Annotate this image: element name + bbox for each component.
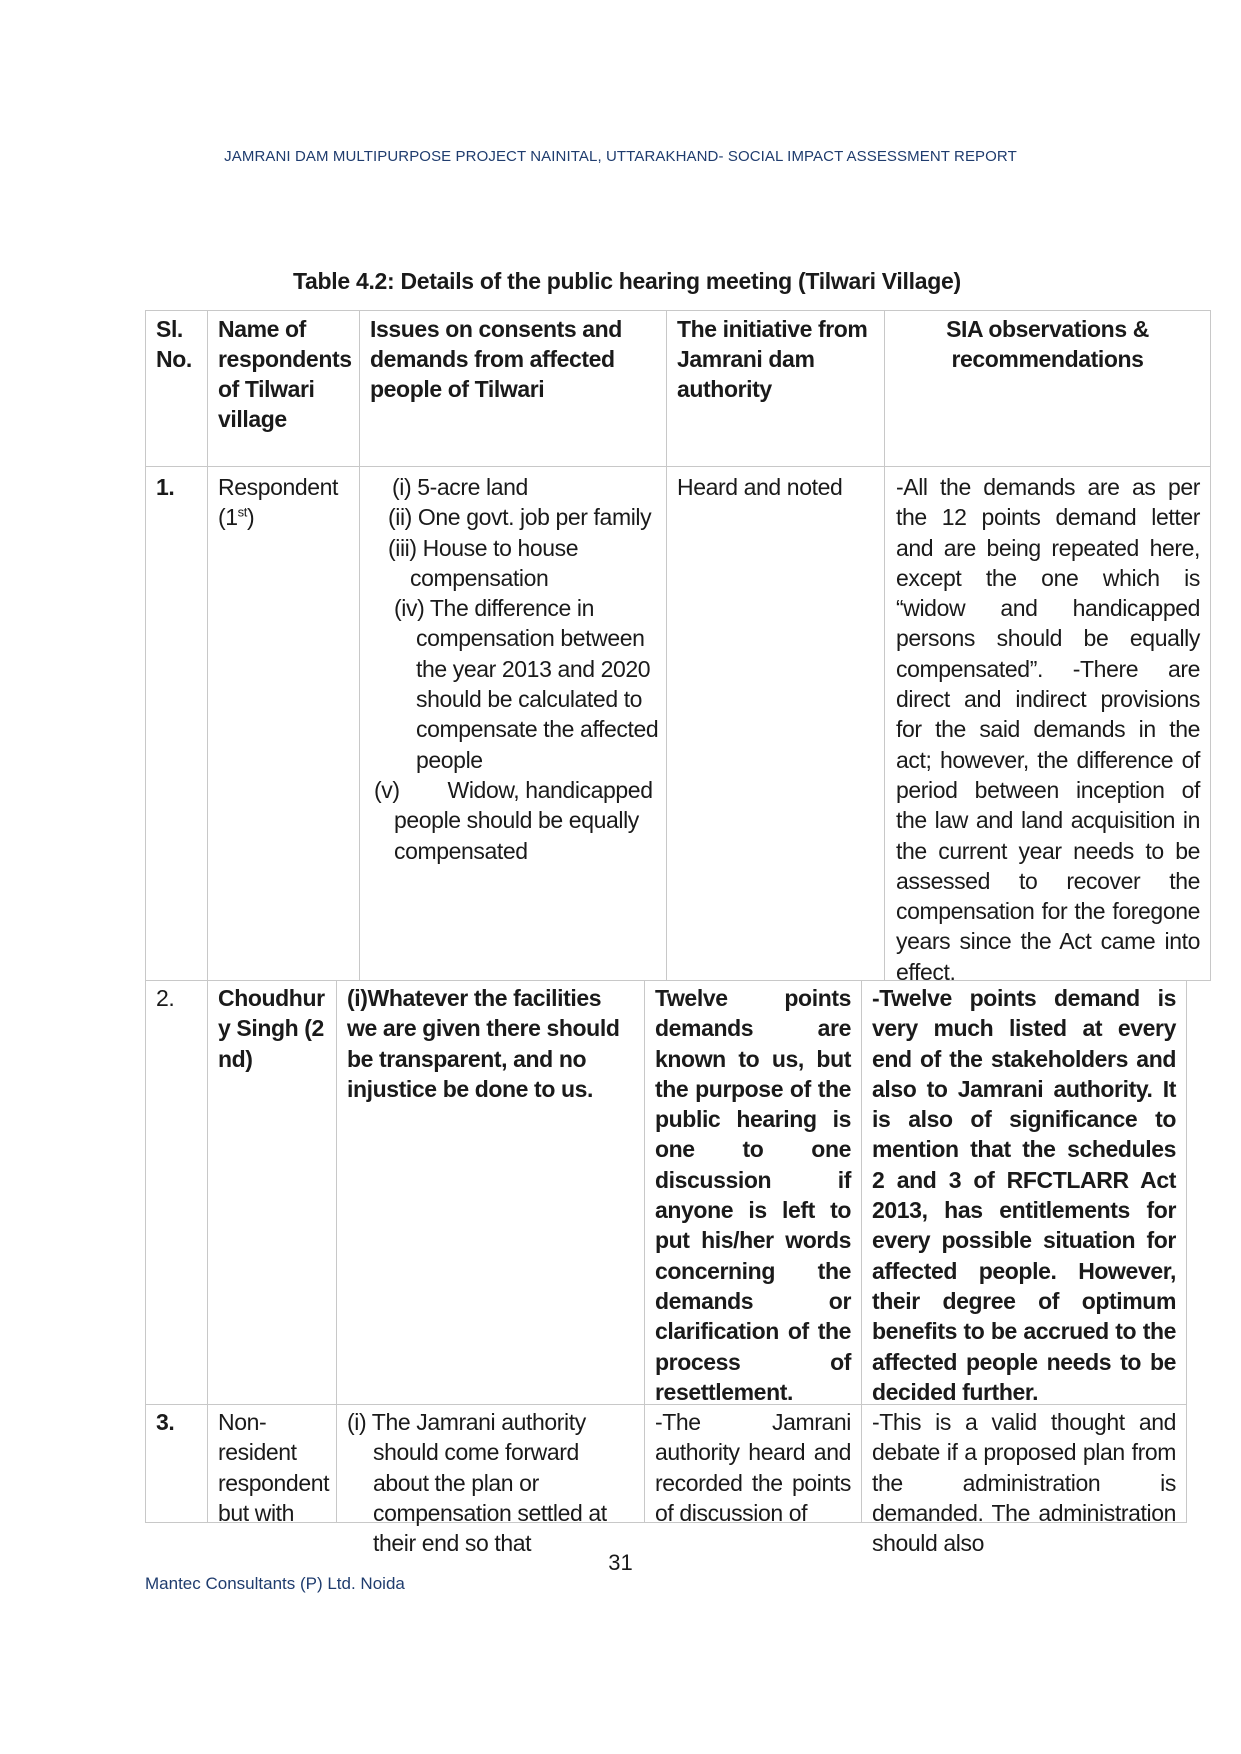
col-header-sl-text: Sl. No. [156,316,192,372]
row1-issue-1: (i) 5-acre land [392,474,528,500]
row1-issue-5: (v) Widow, handicapped people should be equally compensated [374,776,659,864]
row2-initiative [644,980,862,1405]
row3-sia-text: -This is a valid thought and debate if a proposed plan from the administration is demanded. The administration should also [872,1409,1176,1557]
page-number: 31 [608,1550,633,1575]
row2-name [207,980,337,1405]
col-header-sl [145,310,208,467]
row1-issue-4: (iv) The difference in compensation between the year 2013 and 2020 should be calculated to compensate the affected people [394,595,659,773]
col-header-sia-text: SIA observations & recommendations [946,316,1149,372]
row2-sl [145,980,208,1405]
row3-sl [145,1404,208,1523]
company-footer: Mantec Consultants (P) Ltd. Noida [145,1574,405,1593]
row1-name-post: ) [246,504,255,531]
row2-issues-text: (i)Whatever the facilities we are given there should be transparent, and no injustice be done to us. [347,985,620,1102]
row3-name [207,1404,337,1526]
row2-sia-text: -Twelve points demand is very much listed at every end of the stakeholders and also to Jamrani authority. It is also of significance to mention that the schedules 2 and 3 of RFCTLARR Act 2013, has entitlements for every possible situation for affected people. However, their degree of optimum benefits to be accrued to the affected people needs to be decided further. [872,985,1176,1405]
row1-initiative [666,466,885,981]
col-header-issues-text: Issues on consents and demands from affected people of Tilwari [370,316,622,402]
row1-initiative-text: Heard and noted [677,474,843,500]
row2-sia [861,980,1187,1405]
row3-issues-text: (i) The Jamrani authority should come forward about the plan or compensation settled at their end so that [347,1409,607,1557]
col-header-issues [359,310,667,467]
row3-sl-text: 3. [156,1409,175,1435]
row1-sia [884,466,1211,985]
row1-issues [359,466,667,981]
col-header-sia [884,310,1211,467]
row3-issues [336,1404,645,1557]
row1-sl-text: 1. [156,474,175,500]
row1-issue-2: (ii) One govt. job per family [388,504,652,531]
row1-name-sup: st [237,504,247,520]
row1-issue-3: (iii) House to house compensation [388,534,579,591]
row2-issues [336,980,645,1405]
col-header-initiative [666,310,885,467]
row1-sl [145,466,208,981]
row1-name-pre: Respondent (1 [218,474,339,531]
row2-name-text: Choudhury Singh (2nd) [218,985,325,1072]
running-header: JAMRANI DAM MULTIPURPOSE PROJECT NAINITAL, UTTARAKHAND- SOCIAL IMPACT ASSESSMENT REPORT [224,148,1017,165]
table-caption: Table 4.2: Details of the public hearing meeting (Tilwari Village) [293,268,961,294]
col-header-name-text: Name of respondents of Tilwari village [218,316,352,432]
row1-name [207,466,360,981]
row3-sia [861,1404,1187,1557]
row3-name-text: Non-resident respondent but with [218,1409,330,1526]
row2-initiative-text: Twelve points demands are known to us, but the purpose of the public hearing is one to one discussion if anyone is left to put his/her words concerning the demands or clarification of the process of resettlement. [655,985,851,1405]
row2-sl-text: 2. [156,985,175,1011]
row1-sia-text: -All the demands are as per the 12 points demand letter and are being repeated here, except the one which is “widow and handicapped persons should be equally compensated”. -There are direct and indirect provisions for the said demands in the act; however, the difference of period between inception of the law and land acquisition in the current year needs to be assessed to recover the compensation for the foregone years since the Act came into effect. [896,474,1200,985]
row3-initiative-text: -The Jamrani authority heard and recorded the points of discussion of [655,1409,851,1526]
row3-initiative [644,1404,862,1526]
col-header-name [207,310,360,467]
col-header-initiative-text: The initiative from Jamrani dam authority [677,316,868,402]
